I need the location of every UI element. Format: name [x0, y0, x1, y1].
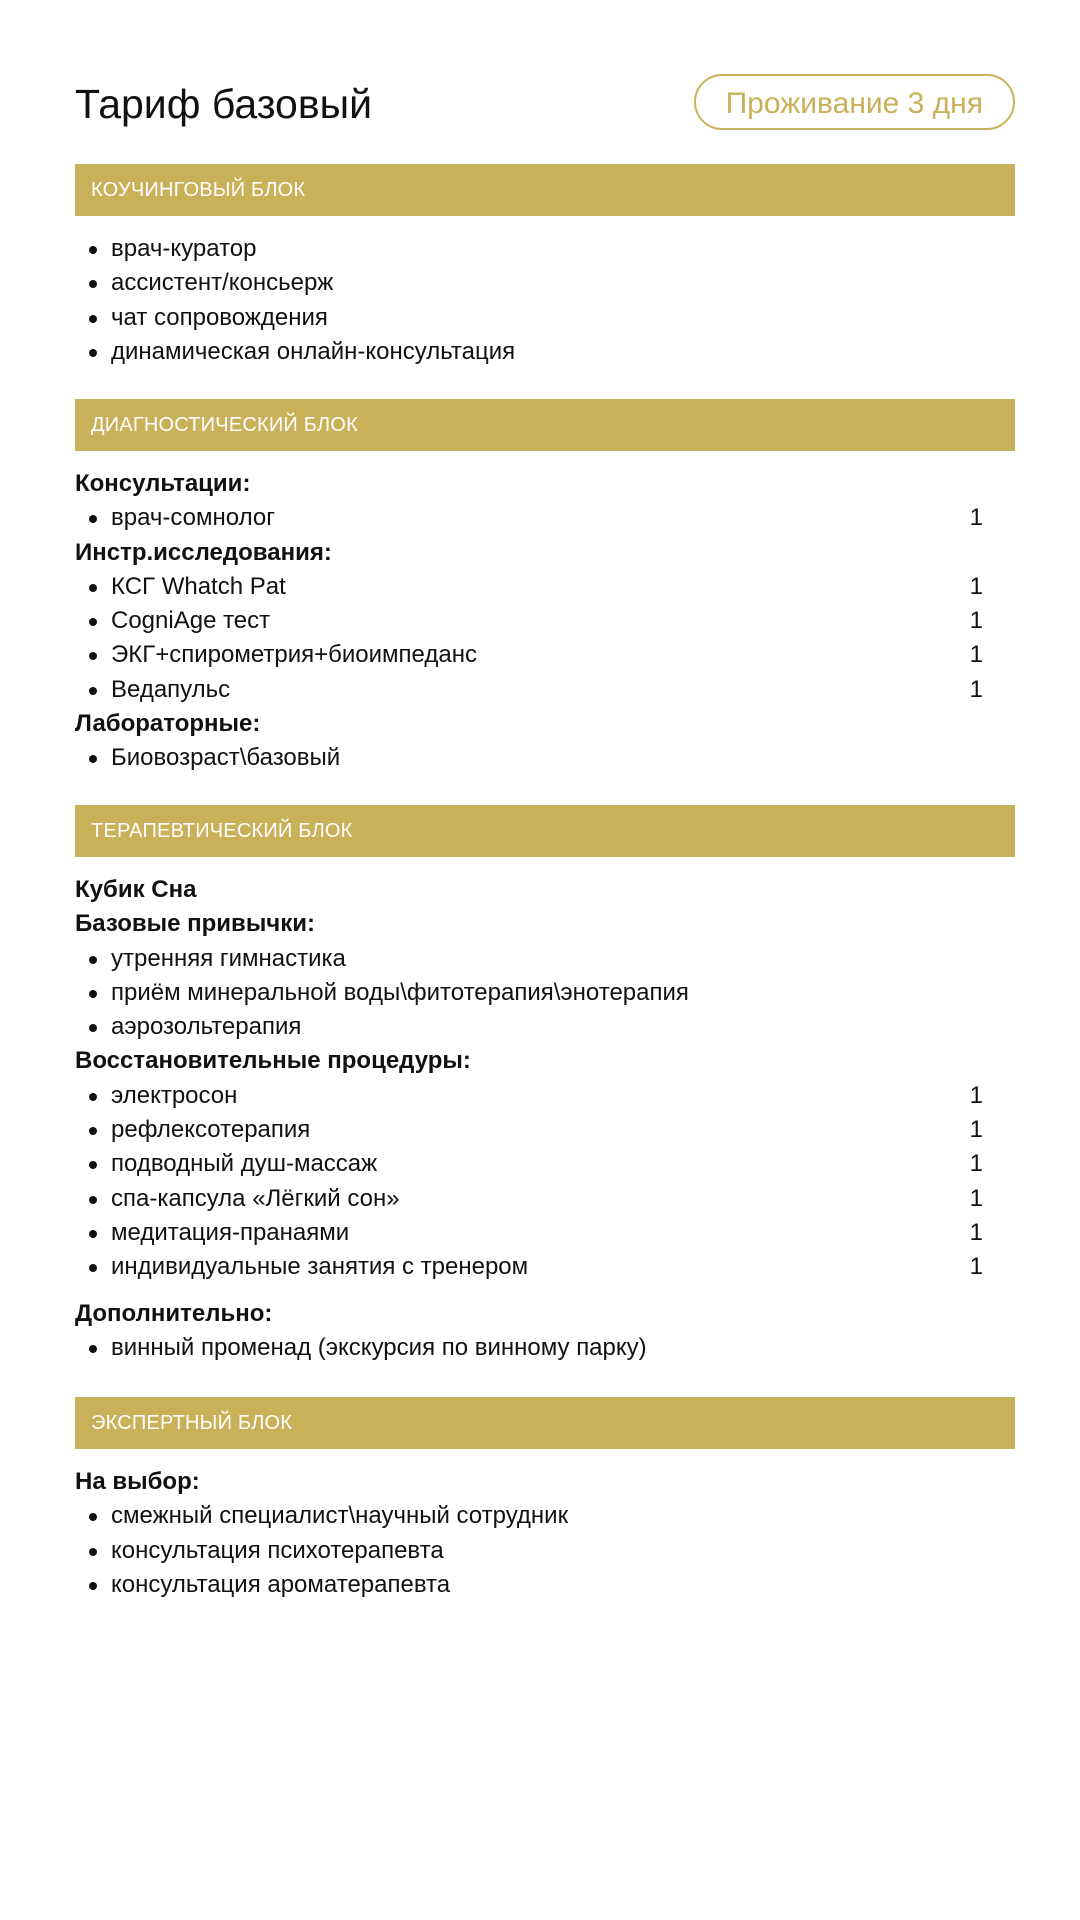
sleep-cube-title: Кубик Сна [75, 876, 197, 903]
item-label: спа-капсула «Лёгкий сон» [111, 1184, 400, 1212]
lab-heading: Лабораторные: [75, 710, 261, 738]
list-item [75, 1113, 1015, 1147]
choice-heading: На выбор: [75, 1468, 200, 1495]
diagnostic-section [75, 399, 1015, 776]
stay-duration-badge: Проживание 3 дня [694, 74, 1015, 130]
list-item: Биовозраст\базовый [75, 741, 1015, 775]
list-item [75, 604, 1015, 638]
extra-heading: Дополнительно: [75, 1299, 273, 1327]
item-quantity: 1 [969, 1116, 983, 1144]
list-item: чат сопровождения [75, 301, 1015, 335]
habits-heading: Базовые привычки: [75, 910, 315, 938]
item-quantity: 1 [969, 572, 983, 600]
page-title: Тариф базовый [75, 81, 373, 127]
list-item: приём минеральной воды\фитотерапия\энотерапия [75, 976, 1015, 1010]
list-item [75, 673, 1015, 707]
list-item [75, 501, 1015, 535]
spacer [75, 1285, 1015, 1297]
item-quantity: 1 [969, 504, 983, 532]
coaching-list [75, 232, 1015, 369]
item-quantity: 1 [969, 607, 983, 635]
item-label: КСГ Whatch Pat [111, 572, 286, 600]
therapeutic-section [75, 805, 1015, 1365]
coaching-section-header: КОУЧИНГОВЫЙ БЛОК [75, 164, 1015, 216]
item-label: медитация-пранаями [111, 1218, 350, 1246]
item-label: индивидуальные занятия с тренером [111, 1253, 529, 1281]
item-quantity: 1 [969, 1150, 983, 1178]
item-label: врач-сомнолог [111, 504, 275, 532]
list-item [75, 1182, 1015, 1216]
instrumental-heading: Инстр.исследования: [75, 538, 332, 566]
expert-section [75, 1397, 1015, 1602]
item-quantity: 1 [969, 1184, 983, 1212]
item-label: ЭКГ+спирометрия+биоимпеданс [111, 641, 477, 669]
therapeutic-list [75, 873, 1015, 1365]
list-item [75, 1147, 1015, 1181]
page-header [75, 74, 1015, 134]
list-item [75, 1216, 1015, 1250]
item-label: Ведапульс [111, 675, 231, 703]
item-label: электросон [111, 1081, 238, 1109]
item-quantity: 1 [969, 1253, 983, 1281]
expert-list [75, 1465, 1015, 1602]
list-item [75, 1079, 1015, 1113]
list-item: винный променад (экскурсия по винному парку) [75, 1331, 1015, 1365]
therapeutic-section-header: ТЕРАПЕВТИЧЕСКИЙ БЛОК [75, 805, 1015, 857]
diagnostic-list [75, 467, 1015, 776]
list-item: аэрозольтерапия [75, 1010, 1015, 1044]
item-quantity: 1 [969, 1081, 983, 1109]
list-item [75, 638, 1015, 672]
list-item: утренняя гимнастика [75, 942, 1015, 976]
list-item [75, 570, 1015, 604]
list-item: динамическая онлайн-консультация [75, 335, 1015, 369]
recovery-heading: Восстановительные процедуры: [75, 1047, 471, 1075]
consultations-heading: Консультации: [75, 470, 251, 497]
item-quantity: 1 [969, 1218, 983, 1246]
expert-section-header: ЭКСПЕРТНЫЙ БЛОК [75, 1397, 1015, 1449]
item-quantity: 1 [969, 675, 983, 703]
item-label: рефлексотерапия [111, 1116, 311, 1144]
list-item: консультация ароматерапевта [75, 1568, 1015, 1602]
list-item: смежный специалист\научный сотрудник [75, 1499, 1015, 1533]
diagnostic-section-header: ДИАГНОСТИЧЕСКИЙ БЛОК [75, 399, 1015, 451]
item-label: подводный душ-массаж [111, 1150, 378, 1178]
item-quantity: 1 [969, 641, 983, 669]
item-label: CogniAge тест [111, 607, 271, 635]
list-item: ассистент/консьерж [75, 266, 1015, 300]
coaching-section [75, 164, 1015, 369]
list-item [75, 1250, 1015, 1284]
list-item: консультация психотерапевта [75, 1534, 1015, 1568]
list-item: врач-куратор [75, 232, 1015, 266]
